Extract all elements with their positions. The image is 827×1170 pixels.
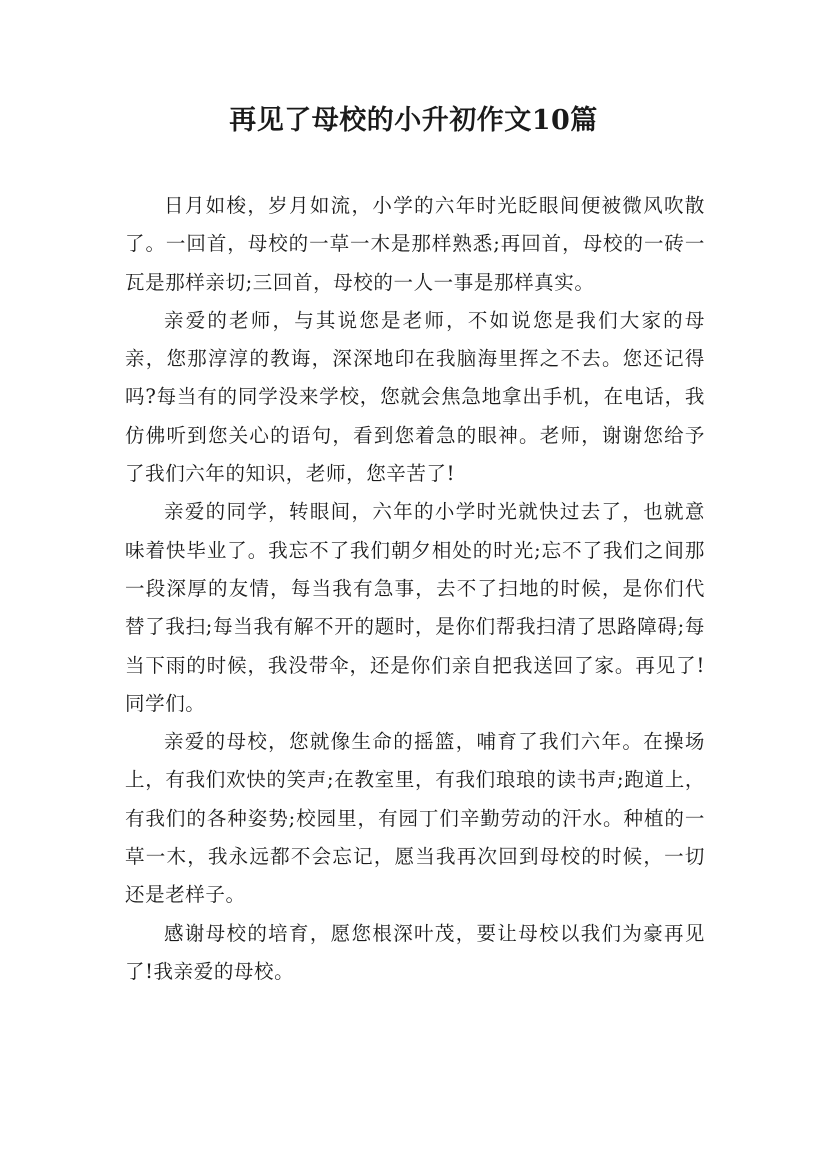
paragraph-1: 日月如梭，岁月如流，小学的六年时光眨眼间便被微风吹散了。一回首，母校的一草一木是那样熟悉;再回首，母校的一砖一瓦是那样亲切;三回首，母校的一人一事是那样真实。 xyxy=(125,194,705,294)
document-title: 再见了母校的小升初作文10篇 xyxy=(229,105,598,136)
paragraph-4: 亲爱的母校，您就像生命的摇篮，哺育了我们六年。在操场上，有我们欢快的笑声;在教室里，有我们琅琅的读书声;跑道上，有我们的各种姿势;校园里，有园丁们辛勤劳动的汗水。种植的一草一木，我永远都不会忘记，愿当我再次回到母校的时候，一切还是老样子。 xyxy=(125,730,705,907)
document-body xyxy=(125,187,705,991)
paragraph-2: 亲爱的老师，与其说您是老师，不如说您是我们大家的母亲，您那淳淳的教诲，深深地印在我脑海里挥之不去。您还记得吗?每当有的同学没来学校，您就会焦急地拿出手机，在电话，我仿佛听到您关心的语句，看到您着急的眼神。老师，谢谢您给予了我们六年的知识，老师，您辛苦了! xyxy=(125,308,705,486)
paragraph-3: 亲爱的同学，转眼间，六年的小学时光就快过去了，也就意味着快毕业了。我忘不了我们朝夕相处的时光;忘不了我们之间那一段深厚的友情，每当我有急事，去不了扫地的时候，是你们代替了我扫;每当我有解不开的题时，是你们帮我扫清了思路障碍;每当下雨的时候，我没带伞，还是你们亲自把我送回了家。再见了!同学们。 xyxy=(125,500,705,715)
paragraph-5: 感谢母校的培育，愿您根深叶茂，要让母校以我们为豪再见了!我亲爱的母校。 xyxy=(125,921,705,983)
